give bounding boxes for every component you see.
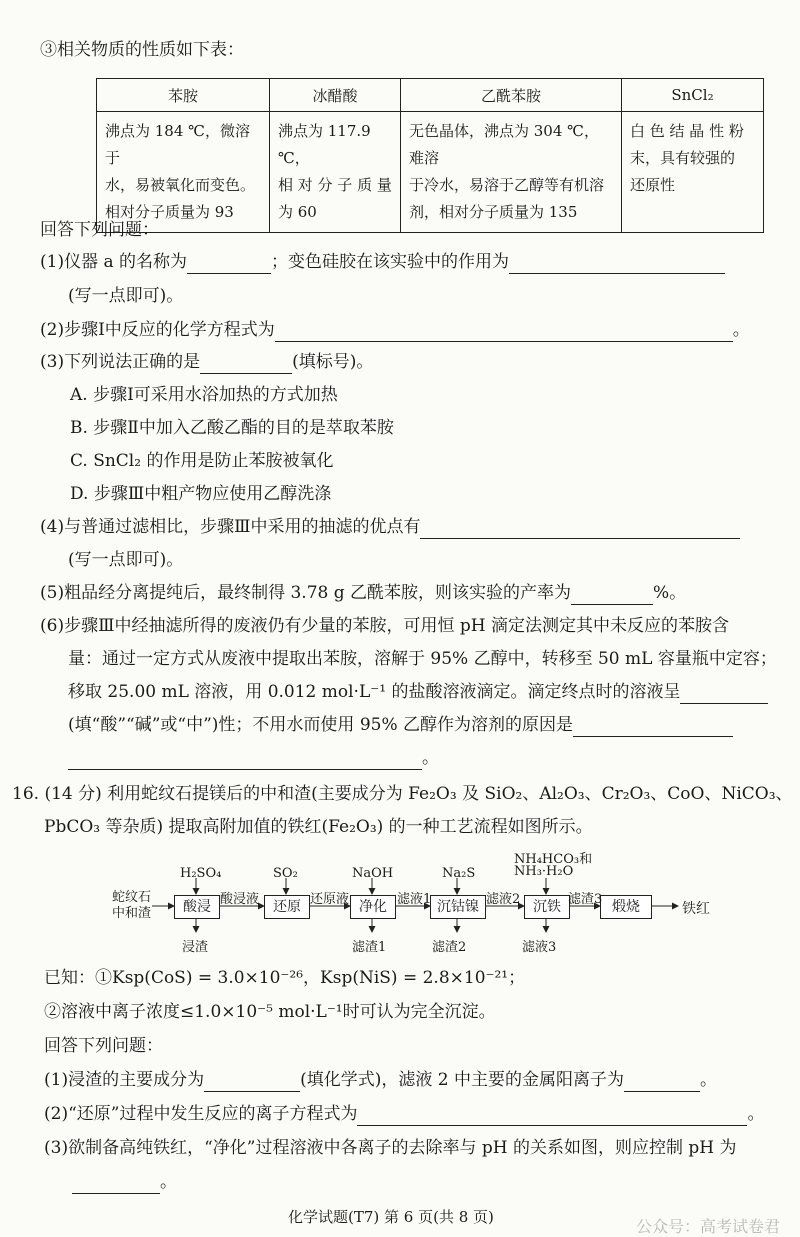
answer-blank[interactable] [72,1175,160,1194]
output-label: 滤渣2 [432,940,467,955]
q15-part6-line2: 量：通过一定方式从废液中提取出苯胺，溶解于 95% 乙醇中，转移至 50 mL 容量瓶中定容； [68,649,777,669]
flow-step-fe-precip: 沉铁 [524,895,570,919]
q15-part6-line4: (填“酸”“碱”或“中”)性；不用水而使用 95% 乙醇作为溶剂的原因是 [68,713,733,737]
q15-part4-note: (写一点即可)。 [68,550,184,570]
q16-stem-line2: PbCO₃ 等杂质) 提取高附加值的铁红(Fe₂O₃) 的一种工艺流程如图所示。 [44,817,593,837]
q15-part1-note: (写一点即可)。 [68,286,184,306]
stream-label: 滤液1 [397,892,432,907]
q16-part3-line2: 。 [72,1170,177,1194]
process-flow-diagram [110,846,710,958]
option-a: A. 步骤Ⅰ可采用水浴加热的方式加热 [70,385,338,405]
reagent-label: NaOH [352,866,394,881]
q15-part1: (1)仪器 a 的名称为 ；变色硅胶在该实验中的作用为 [40,250,725,274]
option-c: C. SnCl₂ 的作用是防止苯胺被氧化 [70,451,334,471]
q15-part5: (5)粗品经分离提纯后，最终制得 3.78 g 乙酰苯胺，则该实验的产率为 %。 [40,583,687,603]
q15-part6-line3: 移取 25.00 mL 溶液，用 0.012 mol·L⁻¹ 的盐酸溶液滴定。滴定终点时的溶液呈 [68,680,768,704]
table-cell: 沸点为 117.9 ℃， 相 对 分 子 质 量 为 60 [270,112,401,233]
known-1: 已知：①Ksp(CoS) = 3.0×10⁻²⁶，Ksp(NiS) = 2.8×10⁻²¹； [44,968,526,988]
output-label: 滤渣1 [352,940,387,955]
answer-blank[interactable] [420,520,740,539]
answer-blank[interactable] [275,323,733,342]
flow-step-calcine: 煅烧 [600,895,652,919]
q16-part2: (2)“还原”过程中发生反应的离子方程式为 。 [44,1104,765,1124]
q15-part4: (4)与普通过滤相比，步骤Ⅲ中采用的抽滤的优点有 [40,515,740,539]
output-label: 浸渣 [182,940,209,955]
option-b: B. 步骤Ⅱ中加入乙酸乙酯的目的是萃取苯胺 [70,418,394,438]
output-label: 滤液3 [522,940,557,955]
q15-part6-line5: 。 [68,746,439,770]
q15-part2: (2)步骤Ⅰ中反应的化学方程式为 。 [40,320,750,340]
answer-blank[interactable] [187,255,271,274]
stream-label: 滤液2 [486,892,521,907]
flow-step-acid-leach: 酸浸 [174,895,220,919]
table-cell: 沸点为 184 ℃，微溶于 水，易被氧化而变色。 相对分子质量为 93 [97,112,270,233]
q16-answer-intro: 回答下列问题： [44,1036,163,1056]
answer-blank[interactable] [571,586,653,605]
reagent-label: NH₄HCO₃和 [514,852,593,867]
table-header: 乙酰苯胺 [401,79,622,112]
known-2: ②溶液中离子浓度≤1.0×10⁻⁵ mol·L⁻¹时可认为完全沉淀。 [44,1002,496,1022]
q16-part1: (1)浸渣的主要成分为 (填化学式)，滤液 2 中主要的金属阳离子为 。 [44,1070,717,1090]
reagent-label: SO₂ [273,866,298,881]
stream-label: 酸浸液 [220,892,260,907]
q15-part3: (3)下列说法正确的是 (填标号)。 [40,352,374,372]
answer-blank[interactable] [680,685,768,704]
watermark: 公众号：高考试卷君 [635,1217,780,1236]
table-cell: 无色晶体，沸点为 304 ℃，难溶 于冷水，易溶于乙醇等有机溶 剂，相对分子质量为 135 [401,112,622,233]
answer-blank[interactable] [200,355,292,374]
q15-answer-intro: 回答下列问题： [40,220,159,240]
answer-blank[interactable] [357,1107,747,1126]
flow-step-purify: 净化 [350,895,396,919]
stream-label: 还原液 [310,892,350,907]
stream-label: 滤渣3 [568,892,603,907]
flow-step-reduce: 还原 [264,895,310,919]
table-header: 苯胺 [97,79,270,112]
q16-part3-line1: (3)欲制备高纯铁红，“净化”过程溶液中各离子的去除率与 pH 的关系如图，则应控制 pH 为 [44,1138,737,1158]
answer-blank[interactable] [573,718,733,737]
reagent-label: NH₃·H₂O [514,864,574,879]
reagent-label: Na₂S [442,866,476,881]
table-header: SnCl₂ [622,79,764,112]
q16-stem-line1: 16. (14 分) 利用蛇纹石提镁后的中和渣(主要成分为 Fe₂O₃ 及 SiO₂、Al₂O₃、Cr₂O₃、CoO、NiCO₃、 [12,784,793,804]
flow-product: 铁红 [682,901,710,917]
flow-source: 蛇纹石 中和渣 [112,890,152,921]
table-header: 冰醋酸 [270,79,401,112]
answer-blank[interactable] [624,1073,700,1092]
answer-blank[interactable] [509,255,725,274]
option-d: D. 步骤Ⅲ中粗产物应使用乙醇洗涤 [70,484,332,504]
page-footer: 化学试题(T7) 第 6 页(共 8 页) [288,1208,494,1226]
section-intro: ③相关物质的性质如下表： [40,40,244,60]
flow-step-co-ni-precip: 沉钴镍 [430,895,486,919]
q15-part6-line1: (6)步骤Ⅲ中经抽滤所得的废液仍有少量的苯胺，可用恒 pH 滴定法测定其中未反应的苯胺含 [40,616,729,636]
reagent-label: H₂SO₄ [180,866,222,881]
answer-blank[interactable] [68,751,422,770]
table-cell: 白 色 结 晶 性 粉 末，具有较强的 还原性 [622,112,764,233]
answer-blank[interactable] [204,1073,300,1092]
properties-table [96,78,764,233]
